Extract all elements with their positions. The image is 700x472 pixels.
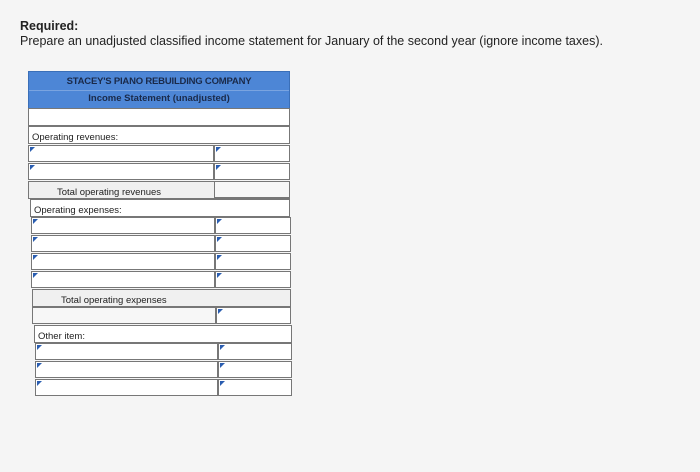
input-marker-icon — [216, 165, 221, 170]
other-item-account-input-3[interactable] — [35, 379, 218, 396]
input-marker-icon — [217, 273, 222, 278]
input-marker-icon — [33, 255, 38, 260]
total-operating-expenses-row — [32, 289, 291, 307]
input-marker-icon — [30, 165, 35, 170]
input-marker-icon — [220, 345, 225, 350]
revenue-amount-input-1[interactable] — [214, 145, 290, 162]
blank-subtotal-row — [32, 307, 216, 324]
expense-account-input-1[interactable] — [31, 217, 215, 234]
instructions — [20, 19, 603, 49]
operating-expenses-row — [30, 199, 290, 217]
required-label: Required: — [20, 19, 79, 33]
expense-amount-input-3[interactable] — [215, 253, 291, 270]
input-marker-icon — [218, 309, 223, 314]
other-item-account-input-1[interactable] — [35, 343, 218, 360]
expense-amount-input-1[interactable] — [215, 217, 291, 234]
input-marker-icon — [220, 381, 225, 386]
revenue-account-input-1[interactable] — [28, 145, 214, 162]
input-marker-icon — [33, 273, 38, 278]
statement-subtitle: Income Statement (unadjusted) — [29, 90, 289, 107]
company-name: STACEY'S PIANO REBUILDING COMPANY — [66, 76, 252, 87]
other-item-row — [34, 325, 292, 343]
expense-amount-input-4[interactable] — [215, 271, 291, 288]
other-item-amount-input-3[interactable] — [218, 379, 292, 396]
instructions-text: Prepare an unadjusted classified income statement for January of the second year (ignore income taxes). — [20, 34, 603, 48]
input-marker-icon — [33, 237, 38, 242]
other-item-label: Other item: — [38, 331, 85, 342]
operating-expenses-label: Operating expenses: — [34, 205, 122, 216]
expense-account-input-3[interactable] — [31, 253, 215, 270]
statement-header — [28, 71, 290, 109]
operating-revenues-row — [28, 126, 290, 144]
other-item-account-input-2[interactable] — [35, 361, 218, 378]
operating-revenues-label: Operating revenues: — [32, 132, 119, 143]
input-marker-icon — [37, 381, 42, 386]
revenue-account-input-2[interactable] — [28, 163, 214, 180]
other-item-amount-input-2[interactable] — [218, 361, 292, 378]
income-statement-worksheet — [28, 71, 290, 109]
total-operating-revenues-amount[interactable] — [214, 181, 290, 198]
expense-account-input-2[interactable] — [31, 235, 215, 252]
input-marker-icon — [217, 255, 222, 260]
input-marker-icon — [37, 345, 42, 350]
expense-account-input-4[interactable] — [31, 271, 215, 288]
expense-amount-input-2[interactable] — [215, 235, 291, 252]
other-item-amount-input-1[interactable] — [218, 343, 292, 360]
total-operating-expenses-label: Total operating expenses — [61, 295, 167, 306]
input-marker-icon — [217, 237, 222, 242]
input-marker-icon — [220, 363, 225, 368]
input-marker-icon — [30, 147, 35, 152]
revenue-amount-input-2[interactable] — [214, 163, 290, 180]
input-marker-icon — [33, 219, 38, 224]
input-marker-icon — [216, 147, 221, 152]
input-marker-icon — [217, 219, 222, 224]
blank-row[interactable] — [28, 108, 290, 126]
input-marker-icon — [37, 363, 42, 368]
total-operating-revenues-label: Total operating revenues — [57, 187, 162, 198]
total-operating-expenses-amount[interactable] — [216, 307, 291, 324]
